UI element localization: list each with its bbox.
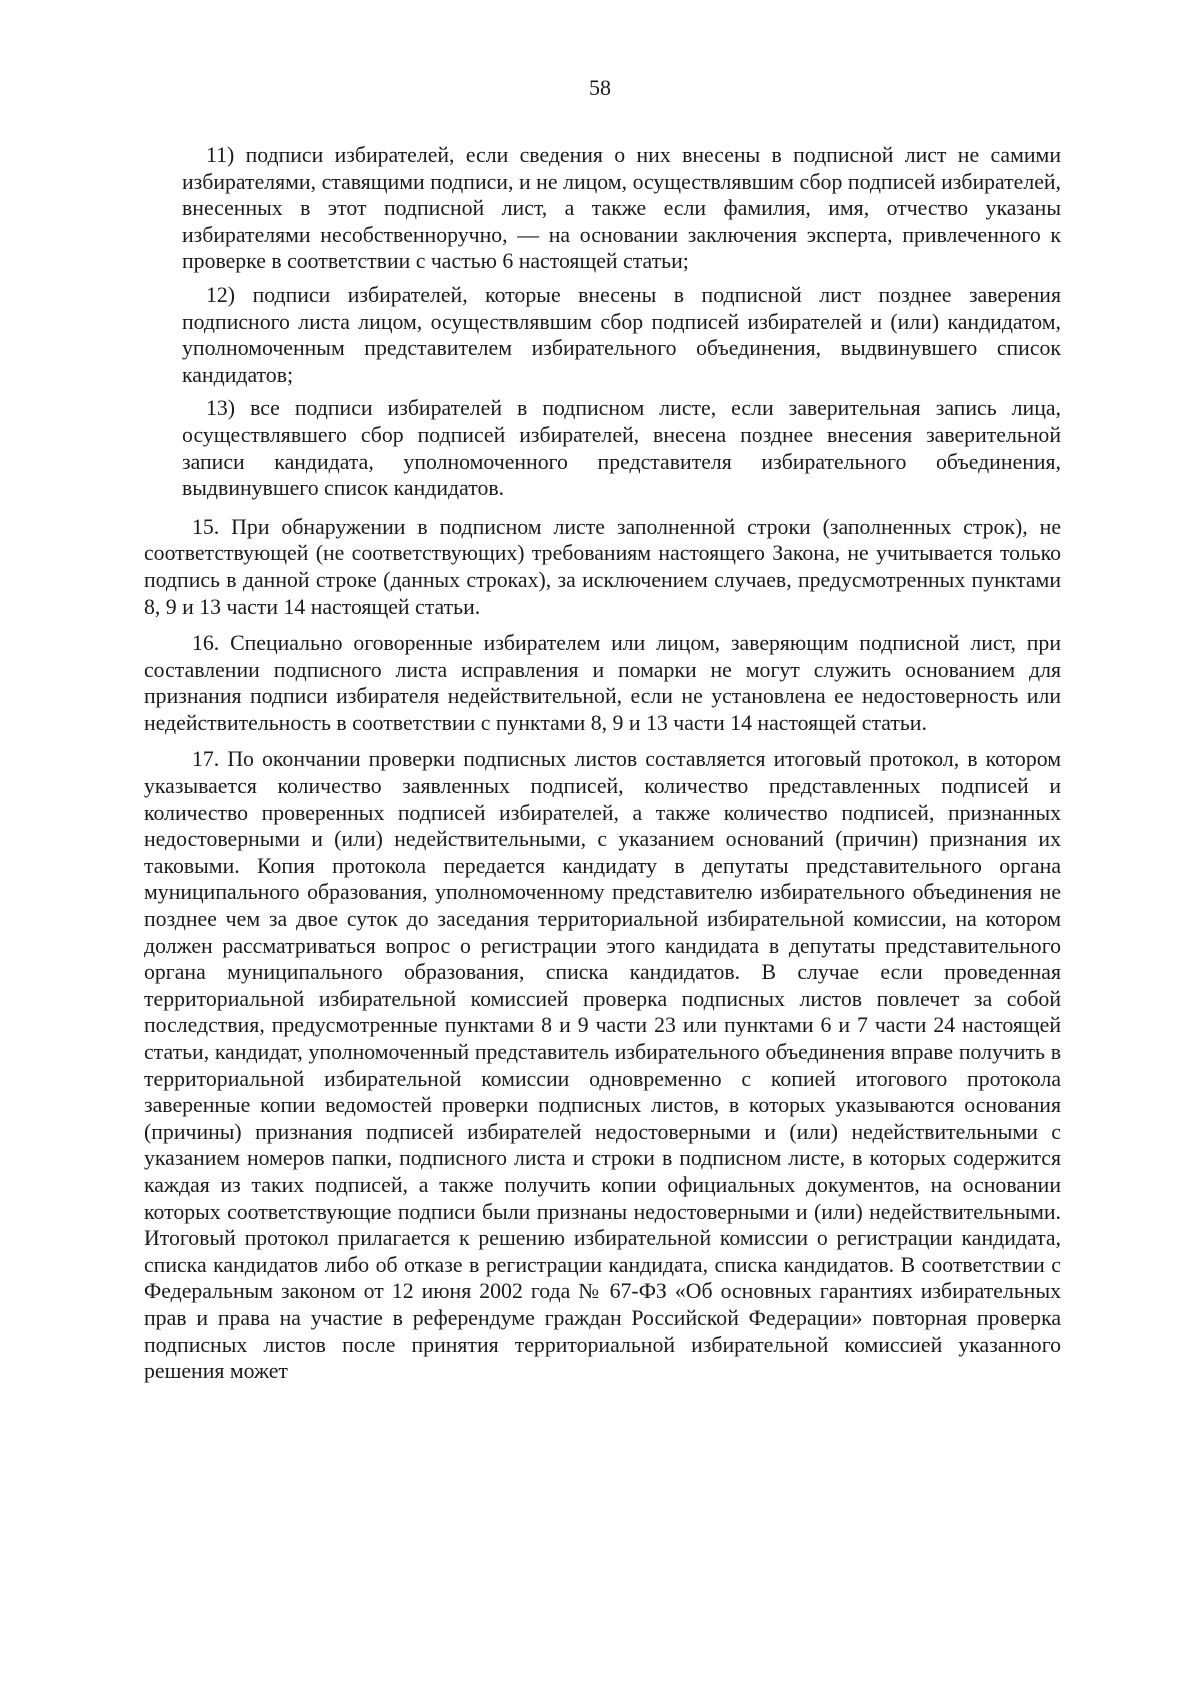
paragraph-15: 15. При обнаружении в подписном листе заполненной строки (заполненных строк), не соответствующей (не соответствующих) требованиям настоящего Закона, не учитывается только подпись в данной строке (данных строках), за исключением случаев, предусмотренных пунктами 8, 9 и 13 части 14 настоящей статьи. xyxy=(144,514,1061,619)
paragraph-16: 16. Специально оговоренные избирателем или лицом, заверяющим подписной лист, при составлении подписного листа исправления и помарки не могут служить основанием для признания подписи избирателя недействительной, если не установлена ее недостоверность или недействительность в соответствии с пунктами 8, 9 и 13 части 14 настоящей статьи. xyxy=(144,631,1061,735)
subitem-13: 13) все подписи избирателей в подписном листе, если заверительная запись лица, осуществлявшего сбор подписей избирателей, внесена позднее внесения заверительной записи кандидата, уполномоченного представителя избирательного объединения, выдвинувшего список кандидатов. xyxy=(182,396,1061,501)
subitem-11: 11) подписи избирателей, если сведения о них внесены в подписной лист не самими избирателями, ставящими подписи, и не лицом, осуществлявшим сбор подписей избирателей, внесенных в этот подписной лист, а также если фамилия, имя, отчество указаны избирателями несобственноручно, — на основании заключения эксперта, привлеченного к проверке в соответствии с частью 6 настоящей статьи; xyxy=(182,143,1061,274)
page-number: 58 xyxy=(589,75,611,100)
subitem-12: 12) подписи избирателей, которые внесены в подписной лист позднее заверения подписного листа лицом, осуществлявшим сбор подписей избирателей и (или) кандидатом, уполномоченным представителем избирательного объединения, выдвинувшего список кандидатов; xyxy=(182,282,1061,387)
paragraph-17: 17. По окончании проверки подписных листов составляется итоговый протокол, в котором указывается количество заявленных подписей, количество представленных подписей и количество проверенных подписей избирателей, а также количество подписей, признанных недостоверными и (или) недействительными, с указанием оснований (причин) признания их таковыми. Копия протокола передается кандидату в депутаты представительного органа муниципального образования, уполномоченному представителю избирательного объединения не позднее чем за двое суток до заседания территориальной избирательной комиссии, на котором должен рассматриваться вопрос о регистрации этого кандидата в депутаты представительного органа муниципального образования, списка кандидатов. В случае если проведенная территориальной избирательной комиссией проверка подписных листов повлечет за собой последствия, предусмотренные пунктами 8 и 9 части 23 или пунктами 6 и 7 части 24 настоящей статьи, кандидат, уполномоченный представитель избирательного объединения вправе получить в территориальной избирательной комиссии одновременно с копией итогового протокола заверенные копии ведомостей проверки подписных листов, в которых указываются основания (причины) признания подписей избирателей недостоверными и (или) недействительными с указанием номеров папки, подписного листа и строки в подписном листе, в которых содержится каждая из таких подписей, а также получить копии официальных документов, на основании которых соответствующие подписи были признаны недостоверными и (или) недействительными. Итоговый протокол прилагается к решению избирательной комиссии о регистрации кандидата, списка кандидатов либо об отказе в регистрации кандидата, списка кандидатов. В соответствии с Федеральным законом от 12 июня 2002 года № 67-ФЗ «Об основных гарантиях избирательных прав и права на участие в референдуме граждан Российской Федерации» повторная проверка подписных листов после принятия территориальной избирательной комиссией указанного решения может xyxy=(144,747,1061,1384)
document-body xyxy=(144,142,1061,1395)
